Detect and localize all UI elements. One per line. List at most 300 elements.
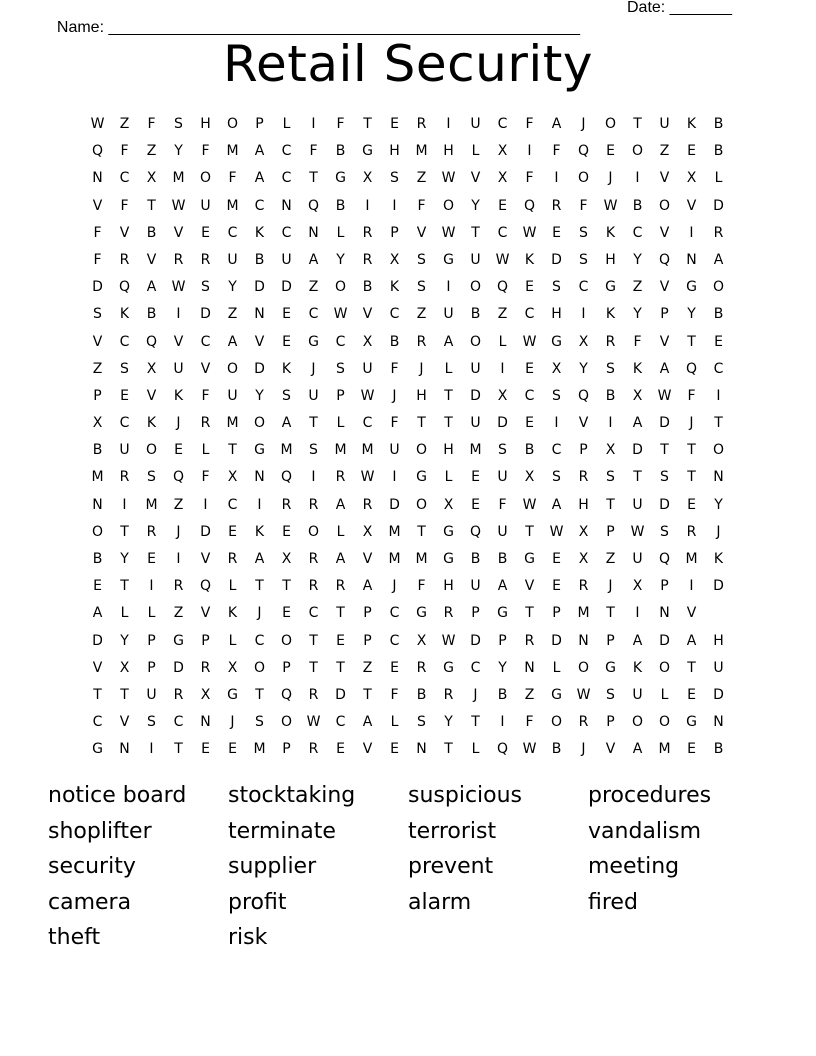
grid-letter: L	[552, 659, 561, 676]
grid-letter: T	[363, 116, 372, 132]
grid-letter: S	[417, 279, 426, 296]
grid-letter: R	[281, 496, 292, 513]
grid-letter: D	[551, 632, 562, 649]
grid-letter: F	[579, 197, 588, 214]
grid-letter: A	[713, 251, 724, 268]
grid-letter: U	[119, 442, 130, 459]
grid-letter: P	[363, 605, 372, 622]
grid-letter: O	[577, 659, 590, 676]
grid-letter: K	[605, 224, 616, 241]
grid-letter: X	[632, 387, 643, 404]
grid-letter: P	[471, 605, 480, 622]
grid-letter: B	[362, 279, 373, 296]
grid-letter: L	[714, 170, 723, 187]
grid-letter: X	[146, 360, 157, 377]
grid-letter: C	[362, 415, 373, 432]
grid-letter: J	[419, 360, 424, 377]
grid-letter: H	[443, 578, 454, 595]
grid-letter: C	[281, 224, 292, 241]
grid-letter: S	[552, 279, 561, 296]
grid-letter: R	[524, 632, 535, 649]
grid-letter: G	[443, 251, 454, 268]
grid-letter: F	[93, 224, 102, 241]
grid-letter: L	[471, 143, 480, 160]
grid-letter: V	[173, 224, 184, 241]
grid-letter: O	[145, 442, 158, 459]
grid-letter: H	[389, 143, 400, 160]
grid-letter: T	[417, 523, 426, 540]
grid-letter: W	[549, 523, 564, 540]
grid-letter: N	[119, 741, 130, 758]
grid-letter: V	[362, 551, 373, 567]
grid-letter: E	[687, 496, 696, 513]
grid-letter: J	[608, 578, 613, 595]
grid-letter: E	[552, 578, 561, 595]
grid-letter: S	[606, 469, 615, 486]
grid-row	[84, 111, 732, 138]
grid-letter: X	[632, 578, 643, 595]
grid-letter: P	[147, 632, 156, 649]
grid-letter: G	[605, 279, 616, 296]
grid-letter: X	[119, 659, 130, 676]
grid-letter: V	[92, 197, 103, 214]
grid-letter: F	[525, 714, 534, 731]
grid-letter: V	[578, 415, 589, 432]
grid-letter: O	[253, 415, 266, 432]
grid-letter: X	[227, 469, 238, 486]
grid-letter: Q	[118, 279, 131, 296]
grid-letter: X	[524, 469, 535, 486]
grid-letter: M	[469, 442, 482, 459]
grid-letter: Y	[444, 714, 453, 731]
grid-letter: J	[176, 415, 181, 432]
grid-letter: L	[336, 523, 345, 540]
grid-letter: U	[632, 496, 643, 513]
grid-letter: K	[254, 523, 265, 540]
grid-letter: M	[91, 469, 104, 486]
grid-letter: V	[659, 170, 670, 187]
grid-row	[84, 655, 732, 682]
grid-letter: H	[551, 306, 562, 323]
grid-letter: H	[200, 116, 211, 132]
grid-letter: W	[576, 686, 591, 703]
grid-letter: H	[578, 496, 589, 513]
grid-letter: U	[308, 387, 319, 404]
grid-letter: Q	[658, 251, 671, 268]
grid-letter: G	[686, 714, 697, 731]
grid-letter: R	[173, 578, 184, 595]
grid-letter: A	[632, 741, 643, 758]
grid-letter: R	[173, 251, 184, 268]
grid-letter: V	[119, 714, 130, 731]
grid-letter: F	[633, 333, 642, 350]
grid-letter: E	[390, 741, 399, 758]
grid-letter: D	[632, 442, 643, 459]
grid-letter: P	[336, 387, 345, 404]
grid-letter: I	[446, 279, 451, 296]
grid-letter: A	[551, 496, 562, 513]
grid-letter: O	[550, 714, 563, 731]
word-bank-item: terminate	[228, 818, 336, 844]
word-bank-item: procedures	[588, 783, 712, 808]
grid-letter: Q	[523, 197, 536, 214]
grid-letter: J	[392, 387, 397, 404]
grid-letter: G	[443, 523, 454, 540]
grid-letter: T	[606, 496, 615, 513]
grid-letter: L	[336, 415, 345, 432]
word-bank-item: terrorist	[408, 818, 497, 844]
word-bank-item: fired	[588, 889, 638, 915]
grid-letter: I	[203, 496, 208, 513]
grid-letter: Y	[633, 306, 642, 323]
grid-letter: Y	[471, 197, 480, 214]
grid-letter: N	[713, 714, 724, 731]
grid-letter: J	[581, 116, 586, 132]
grid-letter: W	[495, 251, 510, 268]
grid-letter: R	[335, 578, 346, 595]
grid-letter: K	[605, 306, 616, 323]
grid-letter: U	[227, 251, 238, 268]
grid-letter: P	[255, 116, 264, 132]
grid-letter: O	[658, 714, 671, 731]
grid-letter: U	[443, 306, 454, 323]
grid-letter: Y	[255, 387, 264, 404]
grid-letter: C	[119, 415, 130, 432]
grid-letter: Y	[228, 279, 237, 296]
grid-letter: K	[281, 360, 292, 377]
grid-letter: F	[390, 686, 399, 703]
grid-letter: G	[173, 632, 184, 649]
grid-letter: F	[417, 578, 426, 595]
grid-letter: C	[173, 714, 184, 731]
grid-letter: I	[716, 387, 721, 404]
grid-letter: I	[257, 496, 262, 513]
grid-letter: E	[471, 496, 480, 513]
grid-letter: H	[416, 387, 427, 404]
grid-letter: F	[687, 387, 696, 404]
grid-letter: M	[577, 605, 590, 622]
grid-letter: O	[415, 496, 428, 513]
grid-letter: Z	[497, 306, 508, 323]
grid-letter: M	[226, 197, 239, 214]
grid-letter: T	[633, 116, 642, 132]
grid-letter: H	[443, 442, 454, 459]
grid-letter: U	[497, 523, 508, 540]
grid-letter: C	[200, 333, 211, 350]
grid-letter: T	[120, 578, 129, 595]
grid-letter: B	[524, 442, 535, 459]
grid-letter: M	[334, 442, 347, 459]
grid-letter: S	[147, 469, 156, 486]
grid-letter: G	[362, 143, 373, 160]
grid-letter: T	[633, 469, 642, 486]
grid-letter: P	[390, 224, 399, 241]
grid-letter: D	[281, 279, 292, 296]
grid-letter: T	[525, 523, 534, 540]
word-bank-item: stocktaking	[228, 783, 356, 808]
grid-letter: U	[659, 116, 670, 132]
grid-letter: R	[308, 741, 319, 758]
grid-letter: R	[308, 686, 319, 703]
grid-letter: U	[632, 551, 643, 567]
grid-letter: N	[308, 224, 319, 241]
grid-letter: R	[416, 116, 427, 132]
grid-letter: S	[579, 251, 588, 268]
grid-letter: D	[713, 578, 724, 595]
grid-letter: G	[497, 605, 508, 622]
grid-letter: L	[660, 686, 669, 703]
grid-letter: K	[713, 551, 724, 567]
grid-row	[84, 329, 732, 356]
grid-letter: R	[200, 251, 211, 268]
grid-letter: G	[92, 741, 103, 758]
grid-letter: K	[389, 279, 400, 296]
grid-letter: X	[200, 686, 211, 703]
grid-letter: B	[470, 306, 481, 323]
grid-letter: V	[659, 224, 670, 241]
grid-letter: V	[416, 224, 427, 241]
word-bank-item: prevent	[408, 854, 494, 879]
grid-letter: U	[497, 469, 508, 486]
grid-letter: F	[201, 143, 210, 160]
grid-letter: H	[605, 251, 616, 268]
grid-letter: L	[147, 605, 156, 622]
word-bank-item: meeting	[588, 854, 680, 879]
grid-letter: T	[228, 442, 237, 459]
grid-letter: N	[254, 469, 265, 486]
grid-letter: B	[146, 306, 157, 323]
grid-letter: R	[578, 469, 589, 486]
word-bank-item: profit	[228, 889, 287, 915]
grid-row	[84, 247, 732, 274]
grid-letter: X	[362, 170, 373, 187]
grid-letter: M	[685, 551, 698, 567]
grid-letter: X	[416, 632, 427, 649]
grid-letter: O	[469, 333, 482, 350]
grid-letter: S	[660, 469, 669, 486]
grid-letter: S	[309, 442, 318, 459]
grid-letter: A	[308, 251, 319, 268]
grid-letter: I	[176, 306, 181, 323]
grid-letter: S	[120, 360, 129, 377]
grid-letter: G	[308, 333, 319, 350]
grid-row	[84, 628, 732, 655]
grid-letter: Q	[280, 686, 293, 703]
grid-letter: C	[389, 306, 400, 323]
grid-letter: E	[282, 523, 291, 540]
grid-letter: D	[254, 360, 265, 377]
word-bank-item: suspicious	[408, 783, 523, 808]
grid-letter: V	[659, 333, 670, 350]
grid-letter: J	[716, 523, 721, 540]
grid-letter: R	[605, 333, 616, 350]
grid-letter: M	[361, 442, 374, 459]
grid-letter: O	[91, 523, 104, 540]
grid-letter: T	[714, 415, 723, 432]
grid-letter: M	[226, 415, 239, 432]
grid-letter: J	[257, 605, 262, 622]
grid-letter: O	[280, 714, 293, 731]
grid-letter: D	[173, 659, 184, 676]
grid-letter: W	[90, 116, 105, 132]
grid-letter: K	[254, 224, 265, 241]
grid-letter: L	[444, 469, 453, 486]
grid-letter: F	[309, 143, 318, 160]
grid-letter: T	[525, 605, 534, 622]
grid-letter: A	[227, 333, 238, 350]
grid-letter: A	[335, 496, 346, 513]
date-field-label: Date: _______	[627, 0, 732, 16]
grid-letter: W	[522, 496, 537, 513]
grid-letter: E	[525, 415, 534, 432]
grid-letter: P	[201, 632, 210, 649]
word-bank-item: alarm	[408, 889, 472, 915]
grid-letter: W	[333, 306, 348, 323]
grid-letter: C	[308, 605, 319, 622]
grid-letter: O	[199, 170, 212, 187]
grid-letter: L	[120, 605, 129, 622]
grid-letter: G	[605, 659, 616, 676]
grid-letter: B	[146, 224, 157, 241]
grid-letter: D	[254, 279, 265, 296]
grid-letter: E	[552, 224, 561, 241]
grid-letter: P	[498, 632, 507, 649]
grid-letter: W	[603, 197, 618, 214]
grid-row	[84, 301, 732, 328]
grid-letter: G	[443, 551, 454, 567]
grid-letter: W	[441, 170, 456, 187]
grid-letter: S	[579, 224, 588, 241]
grid-letter: N	[686, 251, 697, 268]
grid-row	[84, 600, 732, 627]
grid-letter: D	[659, 632, 670, 649]
grid-letter: A	[254, 143, 265, 160]
grid-letter: C	[308, 306, 319, 323]
grid-letter: E	[606, 143, 615, 160]
grid-letter: P	[552, 605, 561, 622]
grid-letter: B	[632, 197, 643, 214]
grid-letter: G	[254, 442, 265, 459]
grid-letter: C	[281, 143, 292, 160]
word-bank-item: shoplifter	[48, 818, 152, 844]
grid-letter: I	[365, 197, 370, 214]
grid-letter: J	[608, 170, 613, 187]
grid-letter: W	[441, 224, 456, 241]
grid-letter: C	[227, 496, 238, 513]
grid-letter: L	[336, 224, 345, 241]
grid-letter: B	[497, 551, 508, 567]
grid-letter: R	[200, 659, 211, 676]
grid-row	[84, 383, 732, 410]
grid-letter: K	[146, 415, 157, 432]
grid-letter: Q	[658, 551, 671, 567]
grid-letter: E	[174, 442, 183, 459]
grid-letter: H	[713, 632, 724, 649]
grid-letter: O	[469, 279, 482, 296]
grid-letter: R	[551, 197, 562, 214]
grid-letter: D	[659, 496, 670, 513]
grid-letter: B	[335, 197, 346, 214]
grid-letter: R	[146, 523, 157, 540]
grid-letter: Q	[280, 469, 293, 486]
grid-letter: I	[311, 469, 316, 486]
grid-letter: T	[444, 741, 453, 758]
grid-letter: C	[551, 442, 562, 459]
grid-letter: I	[554, 415, 559, 432]
grid-letter: F	[228, 170, 237, 187]
grid-letter: X	[551, 360, 562, 377]
grid-letter: O	[712, 442, 725, 459]
grid-letter: J	[473, 686, 478, 703]
grid-letter: O	[577, 170, 590, 187]
grid-letter: T	[687, 442, 696, 459]
grid-letter: A	[254, 551, 265, 567]
grid-row	[84, 709, 732, 736]
grid-letter: K	[227, 605, 238, 622]
grid-letter: V	[92, 333, 103, 350]
grid-letter: R	[362, 496, 373, 513]
grid-letter: T	[309, 170, 318, 187]
grid-letter: W	[171, 197, 186, 214]
grid-row	[84, 193, 732, 220]
grid-letter: O	[631, 143, 644, 160]
grid-letter: T	[687, 333, 696, 350]
grid-letter: I	[689, 224, 694, 241]
grid-letter: C	[227, 224, 238, 241]
grid-letter: O	[226, 116, 239, 132]
grid-letter: F	[552, 143, 561, 160]
grid-letter: C	[632, 224, 643, 241]
grid-letter: K	[686, 116, 697, 132]
grid-letter: V	[200, 551, 211, 567]
grid-letter: I	[500, 360, 505, 377]
grid-letter: E	[336, 632, 345, 649]
grid-letter: O	[442, 197, 455, 214]
grid-letter: R	[308, 578, 319, 595]
grid-letter: Z	[605, 551, 616, 567]
grid-letter: S	[498, 442, 507, 459]
grid-letter: V	[92, 659, 103, 676]
grid-letter: G	[686, 279, 697, 296]
grid-letter: Z	[659, 143, 670, 160]
grid-letter: N	[416, 741, 427, 758]
grid-letter: T	[255, 578, 264, 595]
grid-letter: C	[335, 714, 346, 731]
grid-letter: R	[443, 605, 454, 622]
grid-letter: A	[362, 714, 373, 731]
grid-letter: P	[606, 523, 615, 540]
grid-letter: C	[497, 224, 508, 241]
grid-letter: F	[201, 469, 210, 486]
grid-letter: Z	[416, 170, 427, 187]
word-bank-item: supplier	[228, 854, 317, 879]
grid-letter: T	[93, 686, 102, 703]
grid-letter: S	[255, 714, 264, 731]
grid-letter: K	[173, 387, 184, 404]
grid-letter: Z	[146, 143, 157, 160]
grid-letter: U	[470, 116, 481, 132]
grid-letter: B	[254, 251, 265, 268]
grid-letter: I	[446, 116, 451, 132]
grid-letter: B	[92, 551, 103, 567]
grid-letter: N	[281, 197, 292, 214]
grid-letter: S	[606, 360, 615, 377]
grid-letter: E	[390, 116, 399, 132]
grid-letter: C	[497, 116, 508, 132]
grid-letter: E	[687, 143, 696, 160]
grid-letter: B	[713, 306, 724, 323]
grid-letter: X	[146, 170, 157, 187]
